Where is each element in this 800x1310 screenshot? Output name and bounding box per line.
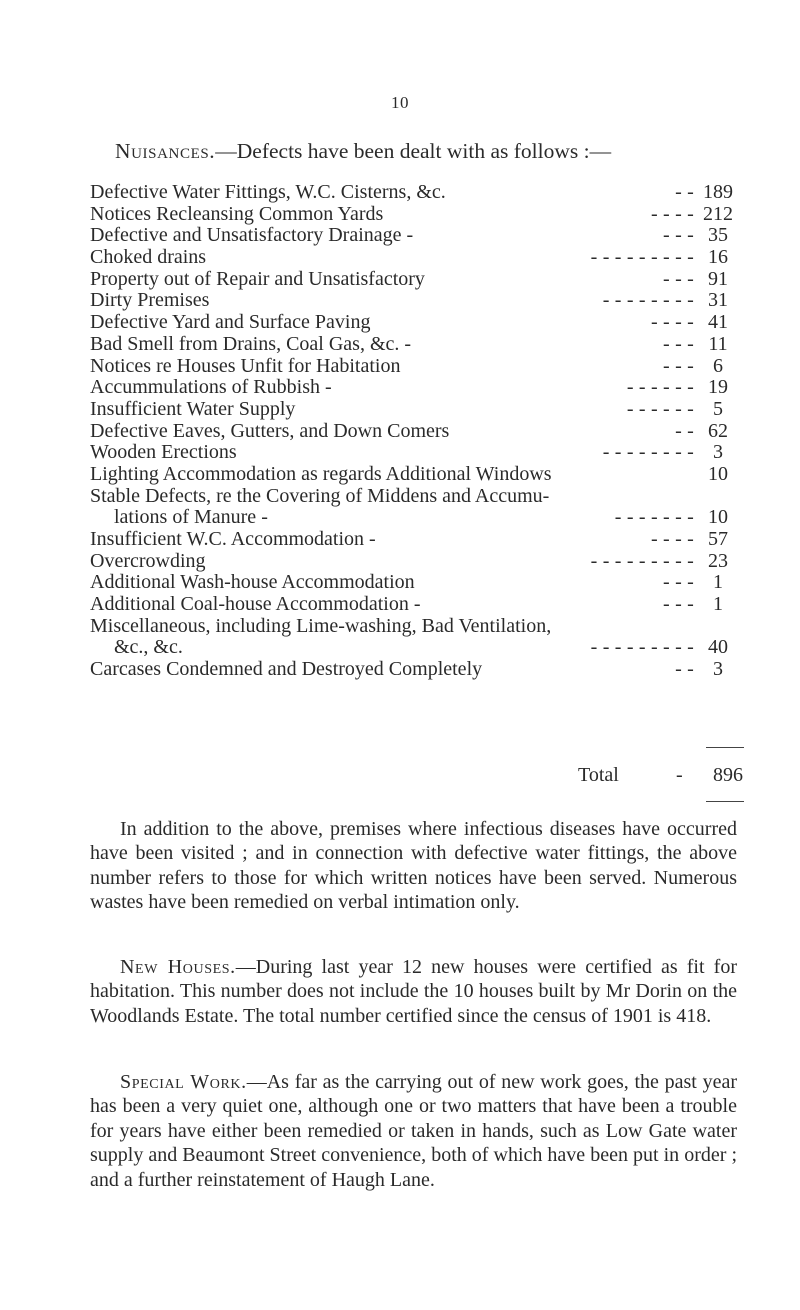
leader-dashes: - - - [663,593,694,616]
table-row [90,464,740,486]
leader-dashes: - - - - [650,202,694,225]
defect-label: Property out of Repair and Unsatisfactory [90,267,425,290]
defect-label: Defective Yard and Surface Paving [90,311,371,334]
nuisances-heading-rest: —Defects have been dealt with as follows :— [215,139,612,163]
leader-dashes: - - - - - - - - - [590,636,694,659]
total-value: 896 [713,764,743,786]
table-row [90,507,740,529]
leader-dashes: - - [675,181,694,203]
defect-label: Defective Water Fittings, W.C. Cisterns, &c. [90,181,446,203]
table-row [90,442,740,464]
new-houses-heading: New Houses. [120,956,236,978]
defect-count: 212 [703,202,733,225]
defect-label: Lighting Accommodation as regards Additional Windows [90,462,552,485]
leader-dashes: - - [675,419,694,442]
defect-count: 11 [708,332,728,355]
defect-label: Stable Defects, re the Covering of Middens and Accumu- [90,484,550,507]
table-row [90,312,740,334]
table-row [90,356,740,378]
table-row [90,269,740,291]
leader-dashes: - - - [663,571,694,594]
leader-dashes: - - - [663,267,694,290]
leader-dashes: - - [675,658,694,681]
defect-label: Overcrowding [90,549,206,572]
table-row [90,637,740,659]
nuisances-heading [115,138,611,165]
defect-count: 57 [708,528,728,550]
total-row [0,762,800,788]
table-row [90,486,740,508]
defect-count: 35 [708,224,728,247]
defect-count: 23 [708,549,728,572]
new-houses-paragraph [90,955,737,1028]
table-row [90,204,740,226]
defect-label: Choked drains [90,246,207,269]
defect-count: 6 [713,354,723,377]
defect-count: 40 [708,636,728,659]
table-row [90,594,740,616]
defect-label: Accummulations of Rubbish - [90,376,332,399]
nuisances-heading-caps: Nuisances. [115,139,216,163]
table-row [90,247,740,269]
defect-label: Dirty Premises [90,289,210,312]
defect-label: Insufficient Water Supply [90,397,296,420]
table-row [90,377,740,399]
defects-table [90,182,740,681]
defect-count: 1 [713,593,723,616]
defect-label: Carcases Condemned and Destroyed Completely [90,658,483,681]
table-row [90,551,740,573]
defect-label: Miscellaneous, including Lime-washing, Bad Ventilation, [90,614,552,637]
table-row [90,182,740,204]
leader-dashes: - - - [663,332,694,355]
table-row [90,529,740,551]
defect-label: Notices Recleansing Common Yards [90,202,384,225]
defect-label: Additional Coal-house Accommodation - [90,593,421,616]
defect-count: 31 [708,289,728,312]
leader-dashes: - - - - - - - [614,506,694,529]
leader-dashes: - - - - - - [626,397,694,420]
defect-count: 3 [713,441,723,464]
special-work-heading: Special Work. [120,1071,247,1093]
leader-dashes: - - - - - - - - - [590,549,694,572]
leader-dashes: - - - - - - - - [602,289,694,312]
defect-count: 41 [708,311,728,334]
infectious-paragraph: In addition to the above, premises where infectious diseases have occurred have been visited ; and in connection with defective water fittings, the above number refers to those for which written notices have been served. Numerous wastes have been remedied on verbal intimation only. [90,818,737,914]
special-work-text: —As far as the carrying out of new work goes, the past year has been a very quiet one, although one or two matters that have been a trouble for years have either been remedied or taken in hands, such as Low Gate water supply and Beaumont Street convenience, both of which have been put in order ; and a further reinstatement of Haugh Lane. [90,1071,738,1191]
defect-label: Wooden Erections [90,441,237,464]
table-row [90,290,740,312]
leader-dashes: - - - - [650,311,694,334]
page-number: 10 [391,93,409,112]
table-row [90,225,740,247]
defect-count: 5 [713,397,723,420]
table-row [90,659,740,681]
defect-label: Insufficient W.C. Accommodation - [90,528,376,550]
table-row [90,334,740,356]
defect-label: lations of Manure - [114,506,268,529]
defect-count: 3 [713,658,723,681]
defect-count: 189 [703,181,733,203]
defect-label: Defective and Unsatisfactory Drainage - [90,224,414,247]
new-houses-text: —During last year 12 new houses were certified as fit for habitation. This number does not include the 10 houses built by Mr Dorin on the Woodlands Estate. The total number certified since the census of 1901 is 418. [90,956,737,1027]
defect-label: Notices re Houses Unfit for Habitation [90,354,401,377]
defect-count: 19 [708,376,728,399]
defect-label: Additional Wash-house Accommodation [90,571,415,594]
leader-dashes: - - - - - - - - - [590,246,694,269]
defect-count: 16 [708,246,728,269]
total-dash: - [676,764,683,786]
defect-count: 1 [713,571,723,594]
defect-count: 10 [708,506,728,529]
leader-dashes: - - - - [650,528,694,550]
special-work-paragraph [90,1070,737,1192]
leader-dashes: - - - - - - [626,376,694,399]
defect-label: Defective Eaves, Gutters, and Down Comers [90,419,450,442]
defect-label: Bad Smell from Drains, Coal Gas, &c. - [90,332,412,355]
defect-count: 62 [708,419,728,442]
defect-label: &c., &c. [114,636,183,659]
defect-count: 10 [708,462,728,485]
table-row [90,421,740,443]
leader-dashes: - - - - - - - - [602,441,694,464]
table-row [90,399,740,421]
total-rule-top [706,747,744,748]
total-label: Total [578,764,619,786]
leader-dashes: - - - [663,354,694,377]
leader-dashes: - - - [663,224,694,247]
defect-count: 91 [708,267,728,290]
table-row [90,572,740,594]
table-row [90,616,740,638]
total-rule-bottom [706,801,744,802]
